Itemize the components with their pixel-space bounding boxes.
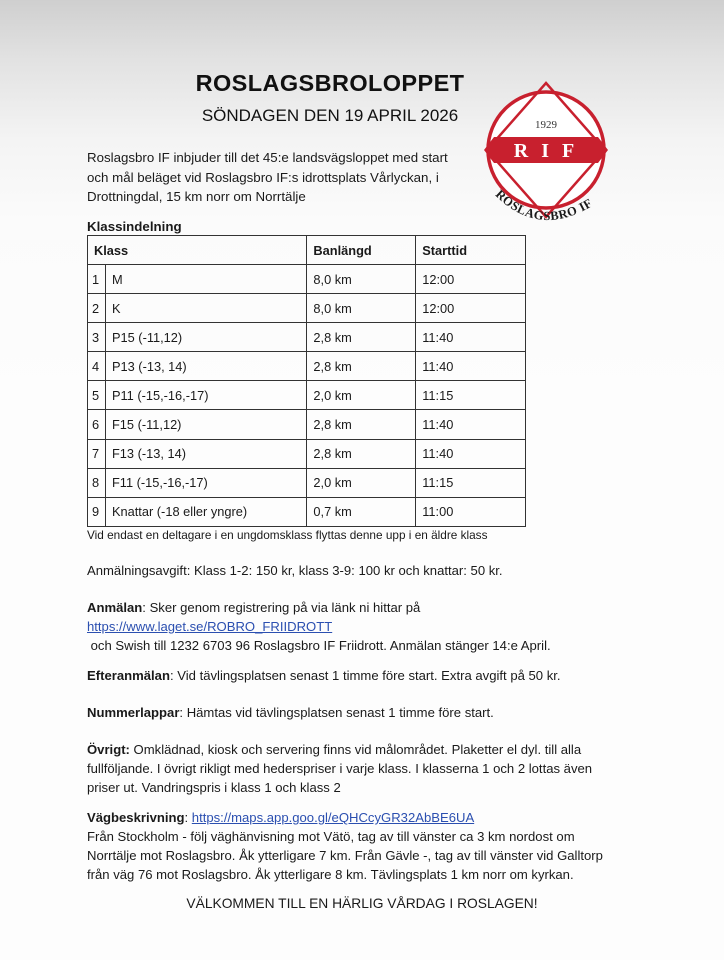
late-registration-text: : Vid tävlingsplatsen senast 1 timme före start. Extra avgift på 50 kr.: [169, 668, 561, 683]
registration-text: : Sker genom registrering på via länk ni hittar på: [142, 600, 421, 615]
directions-paragraph: [87, 808, 687, 884]
registration-paragraph: [87, 598, 632, 655]
table-row: [88, 410, 526, 439]
registration-link[interactable]: https://www.laget.se/ROBRO_FRIIDROTT: [87, 619, 333, 634]
class-name: F11 (-15,-16,-17): [105, 468, 306, 497]
class-start-time: 11:40: [416, 439, 526, 468]
class-number: 2: [88, 294, 106, 323]
class-number: 4: [88, 352, 106, 381]
class-name: P13 (-13, 14): [105, 352, 306, 381]
directions-colon: :: [184, 810, 192, 825]
other-text: fullföljande. I övrigt rikligt med hederspriser i varje klass. I klasserna 1 och 2 lottas även: [87, 761, 593, 776]
class-number: 3: [88, 323, 106, 352]
registration-text-2: och Swish till 1232 6703 96 Roslagsbro IF Friidrott. Anmälan stänger 14:e April.: [87, 638, 551, 653]
class-start-time: 11:40: [416, 410, 526, 439]
class-distance: 2,8 km: [307, 352, 416, 381]
directions-text: från väg 76 mot Roslagsbro. Åk ytterligare 8 km. Tävlingsplats 1 km norr om kyrkan.: [87, 867, 574, 882]
table-row: [88, 468, 526, 497]
rif-emblem-icon: [484, 80, 624, 230]
class-name: Knattar (-18 eller yngre): [105, 497, 306, 526]
class-distance: 2,0 km: [307, 468, 416, 497]
class-number: 8: [88, 468, 106, 497]
class-start-time: 12:00: [416, 265, 526, 294]
class-number: 9: [88, 497, 106, 526]
class-name: F15 (-11,12): [105, 410, 306, 439]
directions-label: Vägbeskrivning: [87, 810, 185, 825]
intro-line: Roslagsbro IF inbjuder till det 45:e landsvägsloppet med start: [87, 150, 448, 165]
bibs-text: : Hämtas vid tävlingsplatsen senast 1 timme före start.: [179, 705, 494, 720]
class-distance: 8,0 km: [307, 294, 416, 323]
class-distance: 8,0 km: [307, 265, 416, 294]
table-header-row: [88, 236, 526, 265]
class-start-time: 11:00: [416, 497, 526, 526]
logo-club-name: ROSLAGSBRO IF: [492, 187, 595, 224]
closing-message: VÄLKOMMEN TILL EN HÄRLIG VÅRDAG I ROSLAGEN!: [186, 896, 538, 911]
page-title: ROSLAGSBROLOPPET: [195, 70, 465, 96]
table-row: [88, 323, 526, 352]
header-banlangd: Banlängd: [307, 236, 416, 265]
late-registration-label: Efteranmälan: [87, 668, 170, 683]
directions-link[interactable]: https://maps.app.goo.gl/eQHCcyGR32AbBE6UA: [191, 810, 475, 825]
class-number: 5: [88, 381, 106, 410]
late-registration-paragraph: [87, 666, 632, 685]
class-name: F13 (-13, 14): [105, 439, 306, 468]
table-row: [88, 497, 526, 526]
directions-text: Från Stockholm - följ väghänvisning mot Vätö, tag av till vänster ca 3 km nordost om: [87, 829, 575, 844]
class-name: P11 (-15,-16,-17): [105, 381, 306, 410]
class-distance: 2,8 km: [307, 410, 416, 439]
intro-line: och mål beläget vid Roslagsbro IF:s idrottsplats Vårlyckan, i: [87, 169, 439, 185]
intro-paragraph: [87, 148, 467, 207]
club-logo: [484, 80, 624, 230]
other-text: Omklädnad, kiosk och servering finns vid målområdet. Plaketter el dyl. till alla: [129, 742, 582, 757]
logo-initials: R I F: [513, 140, 579, 162]
other-label: Övrigt:: [87, 742, 130, 757]
class-distance: 2,0 km: [307, 381, 416, 410]
class-distance: 2,8 km: [307, 439, 416, 468]
fee-paragraph: Anmälningsavgift: Klass 1-2: 150 kr, klass 3-9: 100 kr och knattar: 50 kr.: [87, 563, 503, 578]
class-start-time: 12:00: [416, 294, 526, 323]
class-number: 1: [88, 265, 106, 294]
class-name: M: [105, 265, 306, 294]
class-number: 6: [88, 410, 106, 439]
class-start-time: 11:40: [416, 323, 526, 352]
table-row: [88, 352, 526, 381]
class-name: P15 (-11,12): [105, 323, 306, 352]
logo-year: 1929: [535, 119, 557, 131]
class-distance: 2,8 km: [307, 323, 416, 352]
table-footnote: Vid endast en deltagare i en ungdomsklass flyttas denne upp i en äldre klass: [87, 528, 488, 542]
class-start-time: 11:40: [416, 352, 526, 381]
header-klass: Klass: [88, 236, 307, 265]
intro-line: Drottningdal, 15 km norr om Norrtälje: [87, 189, 306, 204]
class-start-time: 11:15: [416, 468, 526, 497]
bibs-label: Nummerlappar: [87, 705, 180, 720]
table-row: [88, 265, 526, 294]
class-start-time: 11:15: [416, 381, 526, 410]
class-distance: 0,7 km: [307, 497, 416, 526]
table-row: [88, 294, 526, 323]
event-date: SÖNDAGEN DEN 19 APRIL 2026: [201, 106, 459, 125]
table-row: [88, 439, 526, 468]
other-text: priser ut. Vandringspris i klass 1 och klass 2: [87, 780, 341, 795]
class-name: K: [105, 294, 306, 323]
registration-label: Anmälan: [87, 600, 143, 615]
classes-table: [87, 235, 526, 527]
other-paragraph: [87, 740, 687, 797]
class-number: 7: [88, 439, 106, 468]
table-row: [88, 381, 526, 410]
directions-text: Norrtälje mot Roslagsbro. Åk ytterligare 7 km. Från Gävle -, tag av till vänster vid Galltorp: [87, 848, 603, 863]
classes-heading: Klassindelning: [87, 219, 182, 234]
header-starttid: Starttid: [416, 236, 526, 265]
bibs-paragraph: [87, 703, 632, 722]
